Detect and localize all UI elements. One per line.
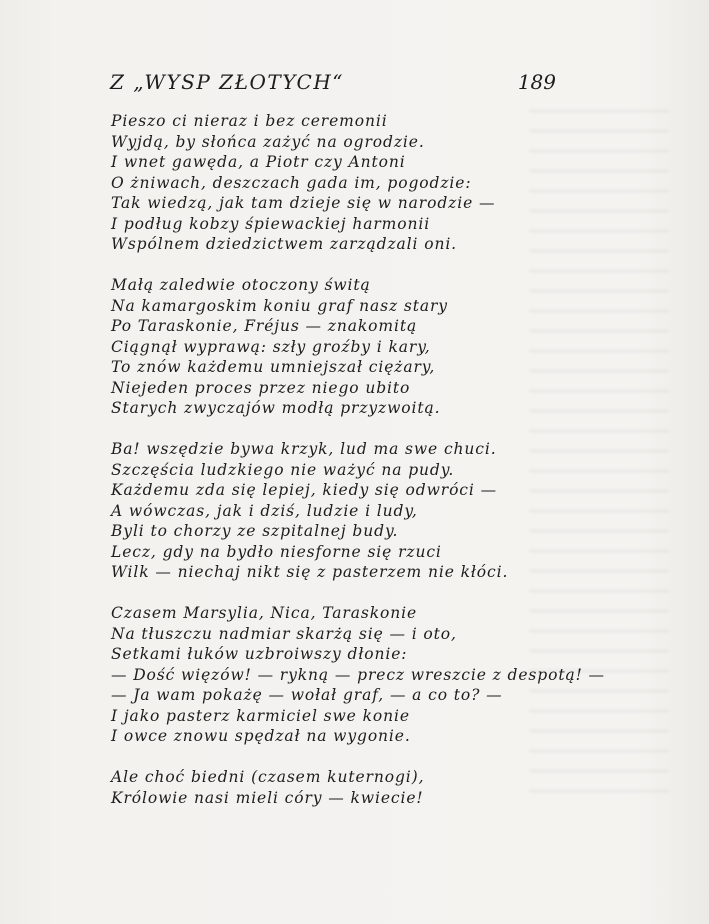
stanza-4 [111, 603, 605, 747]
running-title: Z „WYSP ZŁOTYCH“ [110, 70, 345, 94]
poem-line: Wspólnem dziedzictwem zarządzali oni. [111, 235, 458, 253]
poem-line: Ba! wszędzie bywa krzyk, lud ma swe chuci. [111, 440, 497, 458]
stanza-5 [111, 767, 581, 808]
stanza-1 [111, 111, 581, 255]
poem-line: I jako pasterz karmiciel swe konie [111, 706, 410, 725]
poem-line: I wnet gawęda, a Piotr czy Antoni [111, 153, 406, 171]
poem-line: — Dość więzów! — rykną — precz wreszcie z despotą! — [111, 665, 605, 684]
poem-line: Byli to chorzy ze szpitalnej budy. [111, 522, 399, 540]
poem-line: Wyjdą, by słońca zażyć na ogrodzie. [111, 132, 425, 151]
poem-line: A wówczas, jak i dziś, ludzie i ludy, [111, 501, 418, 520]
poem-line: Małą zaledwie otoczony świtą [111, 276, 371, 294]
poem-line: Tak wiedzą, jak tam dzieje się w narodzie — [111, 194, 496, 212]
stanza-2 [111, 275, 581, 419]
poem-line: Szczęścia ludzkiego nie ważyć na pudy. [111, 460, 455, 479]
poem-line: Po Taraskonie, Fréjus — znakomitą [111, 317, 418, 335]
poem-line: I owce znowu spędzał na wygonie. [111, 727, 411, 745]
poem-line: Ale choć biedni (czasem kuternogi), [111, 768, 425, 786]
poem-line: Ciągnął wyprawą: szły groźby i kary, [111, 337, 431, 356]
poem-line: Pieszo ci nieraz i bez ceremonii [111, 112, 388, 130]
poem-line: Setkami łuków uzbroiwszy dłonie: [111, 645, 408, 663]
poem-line: Na kamargoskim koniu graf nasz stary [111, 296, 448, 315]
poem-line: Królowie nasi mieli córy — kwiecie! [111, 788, 424, 807]
page-number: 189 [517, 70, 556, 94]
poem-line: Czasem Marsylia, Nica, Taraskonie [111, 604, 418, 622]
poem-line: Starych zwyczajów modłą przyzwoitą. [111, 399, 441, 417]
poem-line: Na tłuszczu nadmiar skarżą się — i oto, [111, 624, 457, 643]
poem-line: Lecz, gdy na bydło niesforne się rzuci [111, 542, 442, 561]
poem [111, 111, 605, 829]
poem-line: — Ja wam pokażę — wołał graf, — a co to? — [111, 686, 503, 704]
poem-line: O żniwach, deszczach gada im, pogodzie: [111, 173, 472, 192]
stanza-3 [111, 439, 581, 583]
poem-line: To znów każdemu umniejszał ciężary, [111, 358, 436, 376]
poem-line: I podług kobzy śpiewackiej harmonii [111, 214, 431, 233]
running-head [110, 70, 556, 98]
poem-line: Każdemu zda się lepiej, kiedy się odwróci — [111, 481, 497, 499]
poem-line: Niejeden proces przez niego ubito [111, 378, 411, 397]
poem-line: Wilk — niechaj nikt się z pasterzem nie kłóci. [111, 563, 509, 581]
